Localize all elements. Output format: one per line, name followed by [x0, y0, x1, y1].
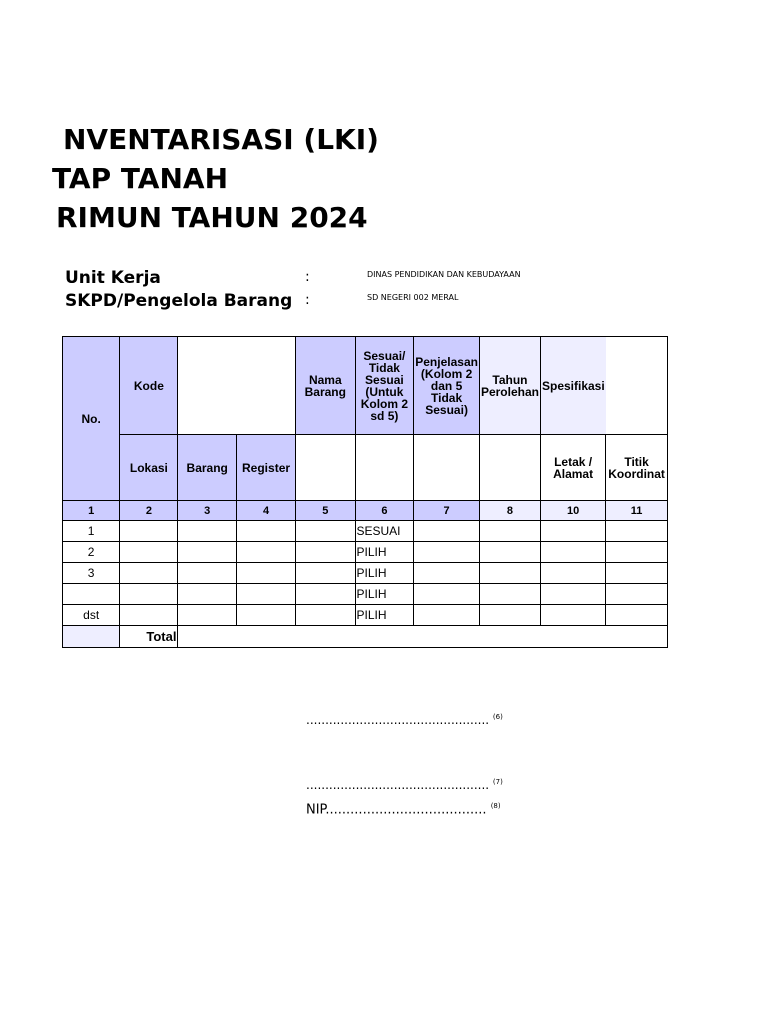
skpd-label: SKPD/Pengelola Barang	[65, 291, 293, 311]
status-select[interactable]: PILIH	[355, 563, 414, 584]
header-blank-7	[414, 435, 480, 501]
col-number: 11	[606, 501, 668, 521]
cell[interactable]	[296, 605, 355, 626]
cell[interactable]	[414, 542, 480, 563]
cell[interactable]	[236, 605, 295, 626]
column-number-row	[63, 501, 668, 521]
title-line-3: RIMUN TAHUN 2024	[56, 201, 368, 234]
total-label: Total	[120, 626, 178, 648]
signature-nip-line	[306, 802, 501, 817]
header-nama-barang: Nama Barang	[296, 337, 355, 435]
signature-dots-2: ................................................	[306, 778, 490, 792]
signature-title-line	[306, 778, 503, 792]
cell[interactable]	[178, 521, 237, 542]
unit-kerja-colon: :	[305, 269, 310, 285]
col-number: 6	[355, 501, 414, 521]
total-row	[63, 626, 668, 648]
header-row-1	[63, 337, 668, 435]
unit-kerja-value: DINAS PENDIDIKAN DAN KEBUDAYAAN	[367, 270, 521, 279]
table-row	[63, 563, 668, 584]
cell[interactable]	[540, 521, 605, 542]
cell[interactable]	[120, 584, 178, 605]
row-no	[63, 584, 120, 605]
cell[interactable]	[178, 542, 237, 563]
inventory-table-wrapper	[62, 336, 668, 650]
cell[interactable]	[414, 563, 480, 584]
cell[interactable]	[120, 542, 178, 563]
col-number: 3	[178, 501, 237, 521]
cell[interactable]	[178, 563, 237, 584]
cell[interactable]	[540, 542, 605, 563]
header-tahun-perolehan: Tahun Perolehan	[479, 337, 540, 435]
cell[interactable]	[120, 605, 178, 626]
cell[interactable]	[479, 584, 540, 605]
header-spesifikasi-blank	[606, 337, 668, 435]
signature-name-line	[306, 713, 503, 727]
inventory-table	[62, 336, 668, 648]
skpd-value: SD NEGERI 002 MERAL	[367, 293, 459, 302]
cell[interactable]	[606, 563, 668, 584]
document-title	[0, 120, 420, 237]
cell[interactable]	[296, 584, 355, 605]
col-number: 1	[63, 501, 120, 521]
signature-nip: NIP.......................................	[306, 802, 487, 818]
header-row-2	[63, 435, 668, 501]
table-row	[63, 521, 668, 542]
cell[interactable]	[479, 521, 540, 542]
cell[interactable]	[606, 521, 668, 542]
cell[interactable]	[414, 521, 480, 542]
header-lokasi: Lokasi	[120, 435, 178, 501]
status-select[interactable]: PILIH	[355, 542, 414, 563]
cell[interactable]	[540, 563, 605, 584]
table-row	[63, 584, 668, 605]
cell[interactable]	[120, 563, 178, 584]
cell[interactable]	[414, 584, 480, 605]
cell[interactable]	[236, 521, 295, 542]
cell[interactable]	[236, 542, 295, 563]
status-select[interactable]: PILIH	[355, 584, 414, 605]
signature-ref-6: (6)	[492, 713, 503, 721]
cell[interactable]	[606, 584, 668, 605]
cell[interactable]	[540, 584, 605, 605]
cell[interactable]	[296, 521, 355, 542]
table-row	[63, 542, 668, 563]
col-number: 2	[120, 501, 178, 521]
cell[interactable]	[178, 605, 237, 626]
total-value	[178, 626, 668, 648]
header-penjelasan: Penjelasan (Kolom 2 dan 5 Tidak Sesuai)	[414, 337, 480, 435]
cell[interactable]	[178, 584, 237, 605]
cell[interactable]	[296, 563, 355, 584]
cell[interactable]	[606, 605, 668, 626]
col-number: 4	[236, 501, 295, 521]
info-section	[0, 266, 768, 316]
cell[interactable]	[414, 605, 480, 626]
row-no: 1	[63, 521, 120, 542]
header-barang: Barang	[178, 435, 237, 501]
col-number: 5	[296, 501, 355, 521]
total-blank	[63, 626, 120, 648]
cell[interactable]	[236, 563, 295, 584]
header-blank-6	[355, 435, 414, 501]
col-number: 10	[540, 501, 605, 521]
cell[interactable]	[479, 605, 540, 626]
header-letak-alamat: Letak / Alamat	[540, 435, 605, 501]
signature-ref-8: (8)	[490, 802, 501, 810]
header-register: Register	[236, 435, 295, 501]
header-no: No.	[63, 337, 120, 501]
signature-ref-7: (7)	[492, 778, 503, 786]
header-blank-8	[479, 435, 540, 501]
cell[interactable]	[540, 605, 605, 626]
col-number: 7	[414, 501, 480, 521]
cell[interactable]	[296, 542, 355, 563]
cell[interactable]	[479, 563, 540, 584]
signature-dots-1: ................................................	[306, 713, 490, 727]
col-number: 8	[479, 501, 540, 521]
status-select[interactable]: SESUAI	[355, 521, 414, 542]
header-kode: Kode	[120, 337, 178, 435]
row-no: 3	[63, 563, 120, 584]
cell[interactable]	[236, 584, 295, 605]
skpd-colon: :	[305, 292, 310, 308]
cell[interactable]	[120, 521, 178, 542]
row-no: 2	[63, 542, 120, 563]
status-select[interactable]: PILIH	[355, 605, 414, 626]
row-no: dst	[63, 605, 120, 626]
header-titik-koordinat: Titik Koordinat	[606, 435, 668, 501]
cell[interactable]	[606, 542, 668, 563]
header-kode-blank	[178, 337, 296, 435]
title-line-1: NVENTARISASI (LKI)	[63, 123, 379, 156]
cell[interactable]	[479, 542, 540, 563]
header-spesifikasi: Spesifikasi	[540, 337, 605, 435]
table-row	[63, 605, 668, 626]
unit-kerja-label: Unit Kerja	[65, 268, 161, 288]
title-line-2: TAP TANAH	[52, 162, 228, 195]
header-blank-5	[296, 435, 355, 501]
header-sesuai: Sesuai/ Tidak Sesuai (Untuk Kolom 2 sd 5)	[355, 337, 414, 435]
